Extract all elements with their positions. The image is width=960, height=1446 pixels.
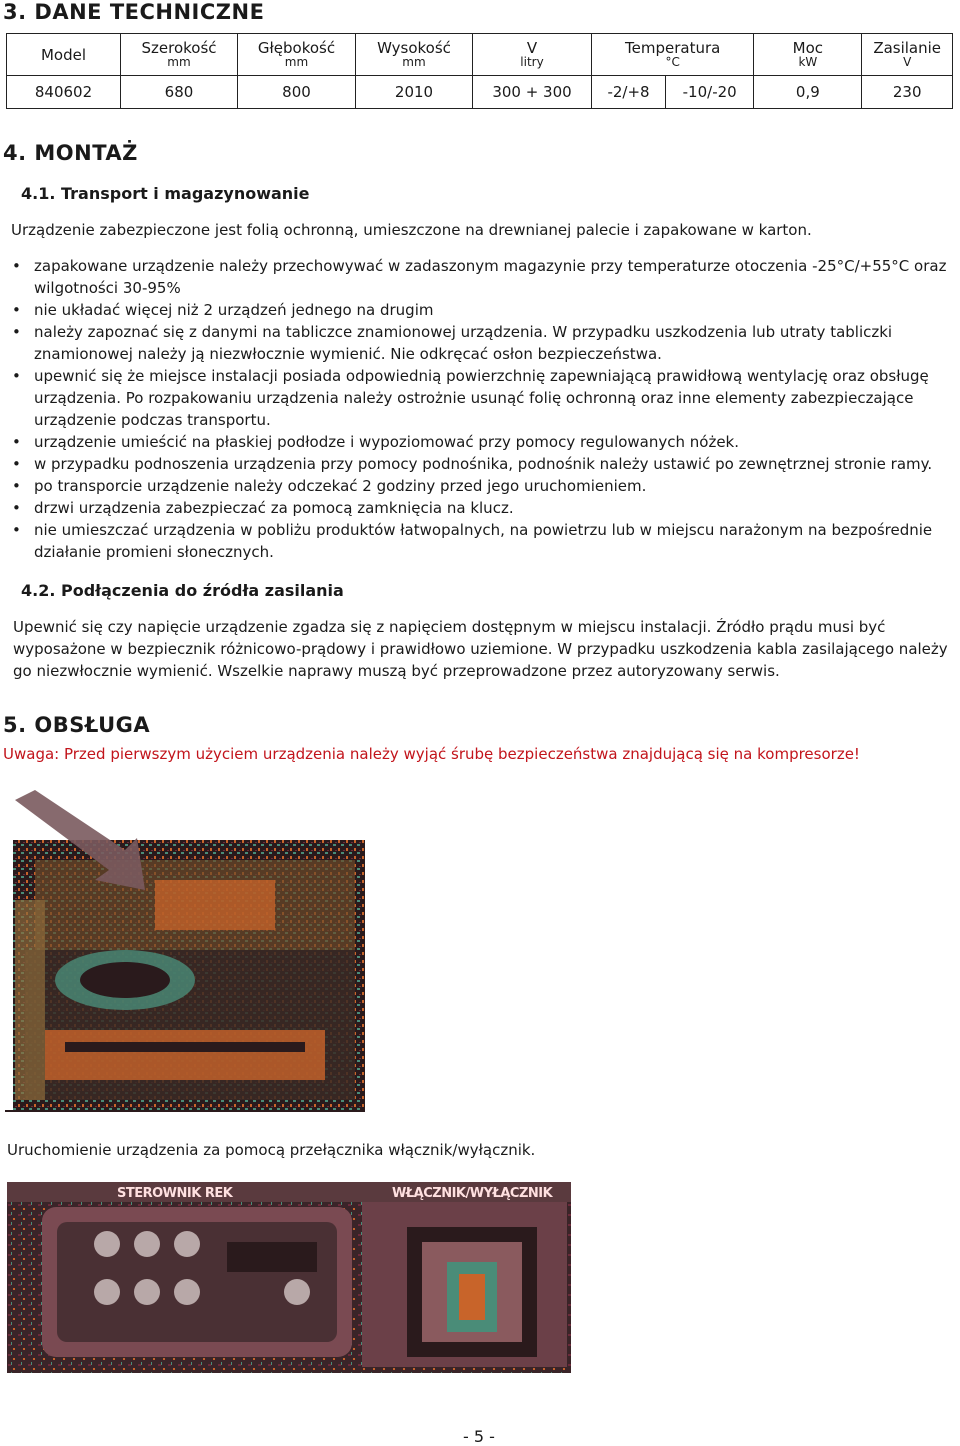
table-cell: 800	[238, 76, 356, 109]
list-item: • należy zapoznać się z danymi na tabliczce znamionowej urządzenia. W przypadku uszkodzenia lub utraty tabliczki znamionowej należy ją niezwłocznie wymienić. Nie odkręcać osłon bezpieczeństwa.	[10, 321, 955, 365]
table-header-row	[7, 34, 953, 76]
list-item: • nie układać więcej niż 2 urządzeń jednego na drugim	[10, 299, 955, 321]
col-header: Moc kW	[754, 34, 862, 76]
list-item: • w przypadku podnoszenia urządzenia przy pomocy podnośnika, podnośnik należy ustawić po zewnętrznej stronie ramy.	[10, 453, 955, 475]
col-header: Model	[7, 34, 121, 76]
table-cell: -10/-20	[666, 76, 754, 109]
spec-table	[6, 33, 953, 109]
col-header: Głębokość mm	[238, 34, 356, 76]
subsection-heading-transport: 4.1. Transport i magazynowanie	[21, 184, 310, 203]
page-number: - 5 -	[463, 1427, 495, 1446]
col-header: V litry	[473, 34, 592, 76]
col-header: Temperatura °C	[592, 34, 754, 76]
warning-text: Uwaga: Przed pierwszym użyciem urządzenia należy wyjąć śrubę bezpieczeństwa znajdującą się na kompresorze!	[3, 745, 860, 763]
switch-label: WŁĄCZNIK/WYŁĄCZNIK	[392, 1186, 553, 1201]
compressor-photo	[5, 780, 365, 1112]
table-cell: 840602	[7, 76, 121, 109]
control-panel-photo	[7, 1182, 571, 1373]
list-item: • urządzenie umieścić na płaskiej podłodze i wypoziomować przy pomocy regulowanych nóżek.	[10, 431, 955, 453]
table-row	[7, 76, 953, 109]
list-item: • nie umieszczać urządzenia w pobliżu produktów łatwopalnych, na powietrzu lub w miejscu narażonym na bezpośrednie działanie promieni słonecznych.	[10, 519, 955, 563]
section-heading-obsluga: 5. OBSŁUGA	[3, 713, 151, 737]
list-item: • drzwi urządzenia zabezpieczać za pomocą zamknięcia na klucz.	[10, 497, 955, 519]
table-cell: 680	[121, 76, 238, 109]
list-item: • po transporcie urządzenie należy odczekać 2 godziny przed jego uruchomieniem.	[10, 475, 955, 497]
section-heading-dane: 3. DANE TECHNICZNE	[3, 0, 265, 24]
list-item: • upewnić się że miejsce instalacji posiada odpowiednią powierzchnię zapewniającą prawidłową wentylację oraz obsługę urządzenia. Po rozpakowaniu urządzenia należy ostrożnie usunąć folię ochronną oraz inne elementy zabezpieczające urządzenie podczas transportu.	[10, 365, 955, 431]
power-text: Upewnić się czy napięcie urządzenie zgadza się z napięciem dostępnym w miejscu instalacji. Źródło prądu musi być wyposażone w bezpiecznik różnicowo-prądowy i prawidłowo uziemione. W przypadku uszkodzenia kabla zasilającego należy go niezwłocznie wymienić. Wszelkie naprawy muszą być przeprowadzone przez autoryzowany serwis.	[13, 618, 948, 680]
controller-label: STEROWNIK REK	[117, 1186, 233, 1201]
switch-caption: Uruchomienie urządzenia za pomocą przełącznika włącznik/wyłącznik.	[7, 1141, 536, 1159]
col-header: Szerokość mm	[121, 34, 238, 76]
table-cell: 300 + 300	[473, 76, 592, 109]
transport-intro: Urządzenie zabezpieczone jest folią ochronną, umieszczone na drewnianej palecie i zapakowane w karton.	[11, 221, 812, 239]
table-cell: -2/+8	[592, 76, 666, 109]
section-heading-montaz: 4. MONTAŻ	[3, 141, 138, 165]
col-header: Wysokość mm	[356, 34, 473, 76]
col-header: Zasilanie V	[862, 34, 953, 76]
table-cell: 2010	[356, 76, 473, 109]
list-item: • zapakowane urządzenie należy przechowywać w zadaszonym magazynie przy temperaturze otoczenia -25°C/+55°C oraz wilgotności 30-95%	[10, 255, 955, 299]
subsection-heading-power: 4.2. Podłączenia do źródła zasilania	[21, 581, 344, 600]
table-cell: 0,9	[754, 76, 862, 109]
table-cell: 230	[862, 76, 953, 109]
transport-bullet-list	[10, 255, 955, 563]
